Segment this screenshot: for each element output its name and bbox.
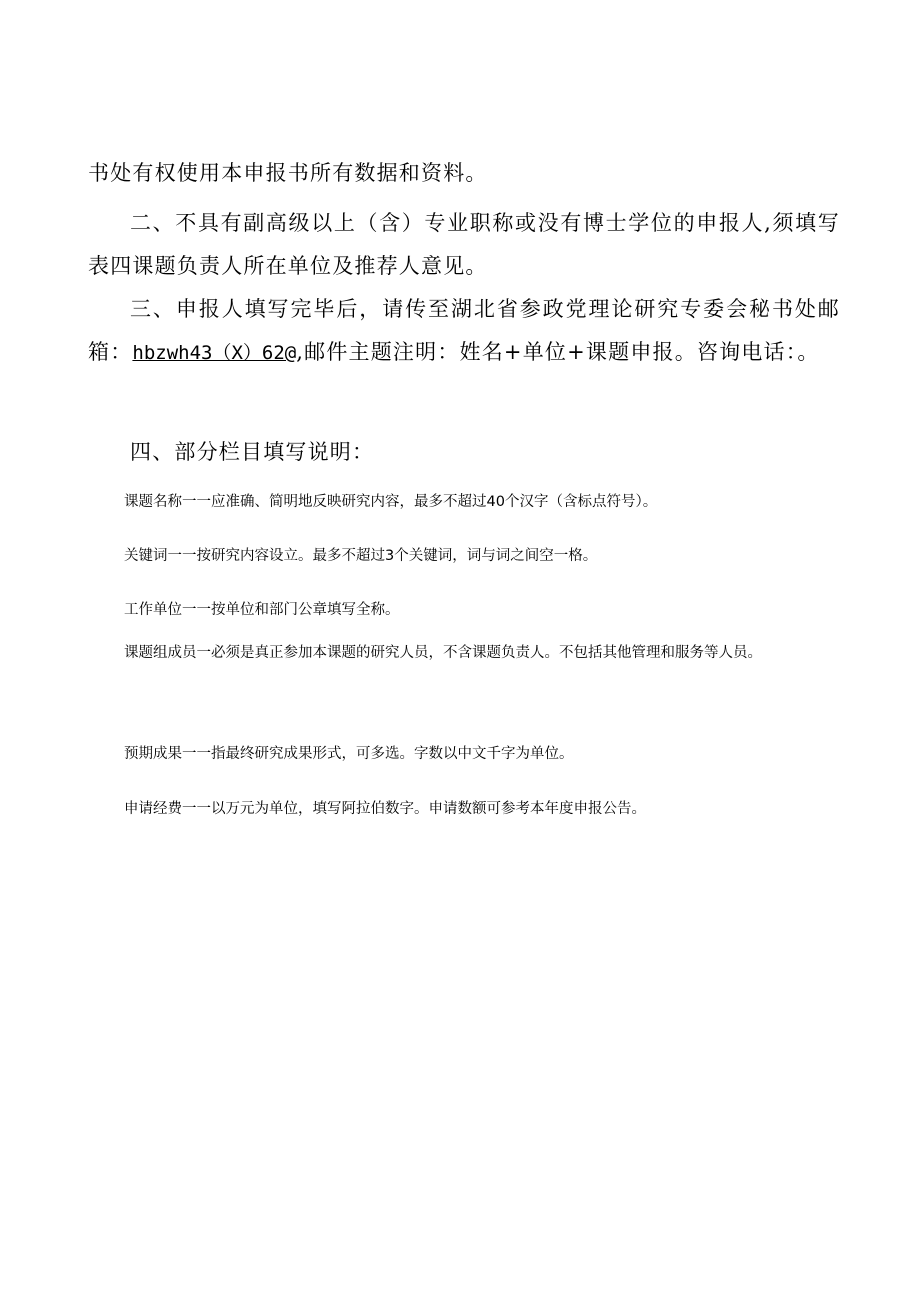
note-item: 关键词一一按研究内容设立。最多不超过3个关键词，词与词之间空一格。 xyxy=(124,548,598,564)
paragraph-three-text: 三、申报人填写完毕后，请传至湖北省参政党理论研究专委会秘书处邮箱： xyxy=(88,297,840,364)
email-link[interactable]: hbzwh43（X）62@ xyxy=(132,342,297,364)
note-item: 课题组成员一必须是真正参加本课题的研究人员，不含课题负责人。不包括其他管理和服务等人员。 xyxy=(124,645,762,661)
note-item: 申请经费一一以万元为单位，填写阿拉伯数字。申请数额可参考本年度申报公告。 xyxy=(124,801,646,817)
paragraph-continuation: 书处有权使用本申报书所有数据和资料。 xyxy=(88,161,488,185)
note-item: 预期成果一一指最终研究成果形式，可多选。字数以中文千字为单位。 xyxy=(124,746,574,762)
note-item: 工作单位一一按单位和部门公章填写全称。 xyxy=(124,602,400,618)
note-item: 课题名称一一应准确、简明地反映研究内容，最多不超过40个汉字（含标点符号）。 xyxy=(124,494,658,510)
section-four-heading: 四、部分栏目填写说明： xyxy=(130,440,375,464)
paragraph-three-tail: ,邮件主题注明：姓名+单位+课题申报。咨询电话：。 xyxy=(296,340,820,364)
paragraph-two: 二、不具有副高级以上（含）专业职称或没有博士学位的申报人,须填写表四课题负责人所在单位及推荐人意见。 xyxy=(88,211,840,278)
paragraph-three xyxy=(88,288,840,375)
